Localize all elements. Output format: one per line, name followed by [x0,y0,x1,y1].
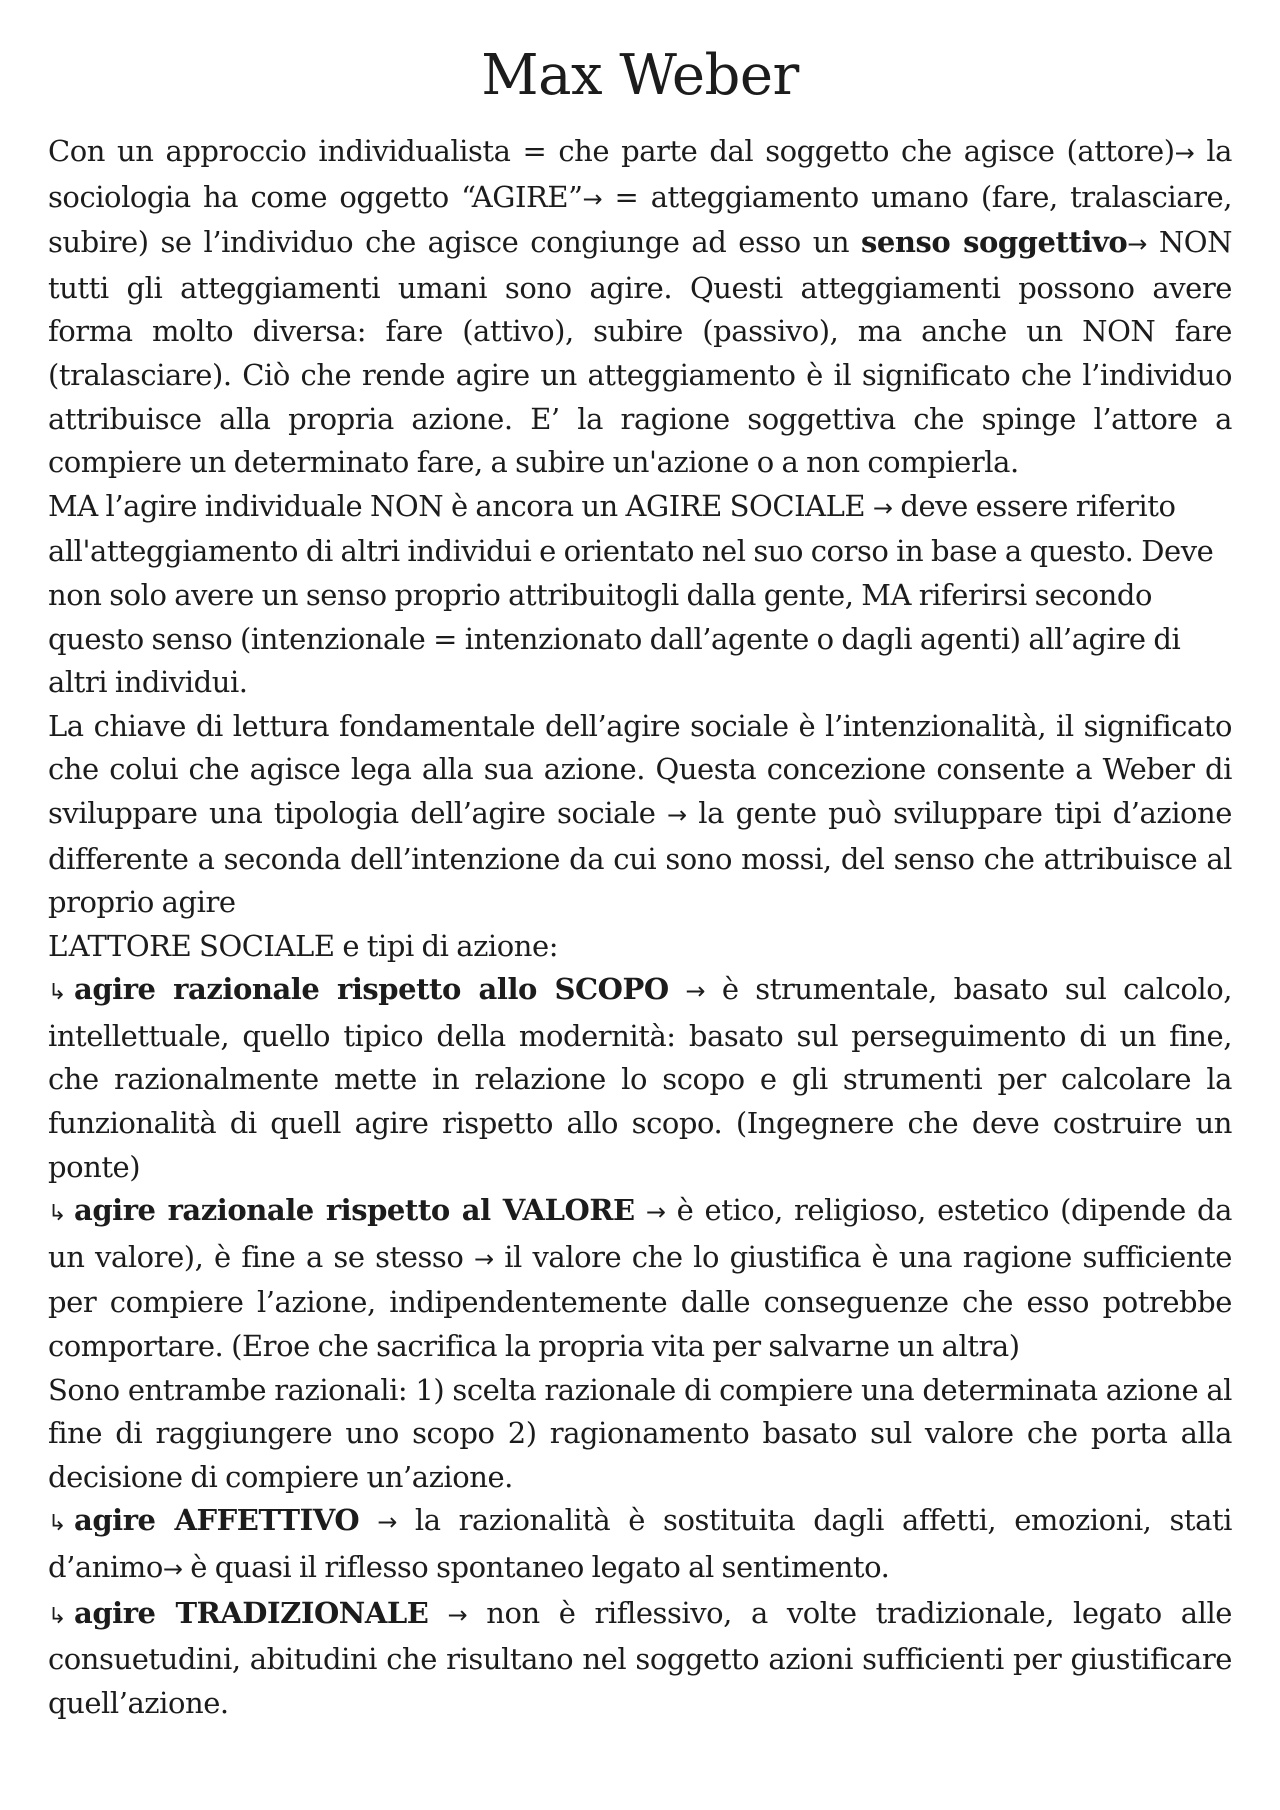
arrow-right-icon: → [1174,139,1195,167]
document-body [48,130,1232,1725]
text: la gente può sviluppare tipi d’azione differente a seconda dell’intenzione da cui sono mossi, del senso che attribuisce al proprio agire [48,795,1232,920]
arrow-right-icon: → [667,800,687,829]
bold-text: agire razionale rispetto allo SCOPO [73,972,669,1007]
bold-text: senso soggettivo [861,225,1128,260]
page-title: Max Weber [481,43,799,108]
text: La chiave di lettura fondamentale dell’agire sociale è l’intenzionalità, il significato che colui che agisce lega alla sua azione. Questa concezione consente a Weber di sviluppare una tipologia dell’agire sociale [48,708,1232,830]
list-item-scopo [48,968,1232,1189]
text: non è riflessivo, a volte tradizionale, legato alle consuetudini, abitudini che risultano nel soggetto azioni sufficienti per giustificare quell’azione. [48,1595,1232,1720]
text: è quasi il riflesso spontaneo legato al sentimento. [182,1550,890,1584]
paragraph-attore-sociale [48,925,1232,969]
text: deve essere riferito all'atteggiamento di altri individui e orientato nel suo corso in base a questo. Deve non solo avere un senso proprio attribuitogli dalla gente, MA riferirsi secondo questo senso (intenzionale = intenzionato dall’agente o dagli agenti) all’agire di altri individui. [48,488,1214,700]
arrow-right-icon: → [872,493,893,522]
arrow-right-icon: → [685,977,706,1006]
paragraph-agire-sociale [48,485,1232,705]
text: la sociologia ha come oggetto “AGIRE” [48,134,1232,214]
arrow-right-icon: → [377,1508,397,1537]
arrow-right-icon: → [162,1555,183,1583]
text: L’ATTORE SOCIALE e tipi di azione: [48,928,559,963]
text: la razionalità è sostituita dagli affetti, emozioni, stati d’animo [48,1503,1232,1584]
list-item-valore [48,1189,1232,1368]
list-item-tradizionale [48,1592,1232,1726]
text: è etico, religioso, estetico (dipende da un valore), è fine a se stesso [48,1193,1232,1274]
list-item-affettivo [48,1499,1232,1591]
bold-text: agire razionale rispetto al VALORE [73,1193,635,1228]
bold-text: agire TRADIZIONALE [73,1595,429,1630]
text: Con un approccio individualista = che parte dal soggetto che agisce (attore) [48,134,1175,168]
bold-text: agire AFFETTIVO [73,1503,360,1538]
bullet-arrow-icon: ↳ [48,1201,66,1227]
text: = atteggiamento umano (fare, tralasciare, subire) se l’individuo che agisce congiunge ad esso un [48,179,1232,260]
text: è strumentale, basato sul calcolo, intellettuale, quello tipico della modernità: basato sul perseguimento di un fine, che razionalmente mette in relazione lo scopo e gli strumenti per calcolare la funzionalità di quell agire rispetto allo scopo. (Ingegnere che deve costruire un ponte) [48,972,1232,1184]
paragraph-entrambe-razionali [48,1369,1232,1500]
bullet-arrow-icon: ↳ [48,1511,66,1537]
text: MA l’agire individuale NON è ancora un AGIRE SOCIALE [48,488,873,523]
arrow-right-icon: → [1127,230,1147,259]
bullet-arrow-icon: ↳ [48,1603,66,1629]
text: NON tutti gli atteggiamenti umani sono agire. Questi atteggiamenti possono avere forma molto diversa: fare (attivo), subire (passivo), ma anche un NON fare (tralasciare). Ciò che rende agire un atteggiamento è il significato che l’individuo attribuisce alla propria azione. E’ la ragione soggettiva che spinge l’attore a compiere un determinato fare, a subire un'azione o a non compierla. [48,225,1232,480]
arrow-right-icon: → [473,1244,494,1273]
paragraph-intenzionalita [48,705,1232,925]
bullet-arrow-icon: ↳ [48,980,66,1006]
paragraph-intro [48,130,1232,485]
text: il valore che lo giustifica è una ragione sufficiente per compiere l’azione, indipendentemente dalle conseguenze che esso potrebbe comportare. (Eroe che sacrifica la propria vita per salvarne un altra) [48,1239,1232,1364]
arrow-right-icon: → [447,1600,468,1629]
arrow-right-icon: → [582,184,603,213]
arrow-right-icon: → [645,1198,666,1227]
text: Sono entrambe razionali: 1) scelta razionale di compiere una determinata azione al fine di raggiungere uno scopo 2) ragionamento basato sul valore che porta alla decisione di compiere un’azione. [48,1372,1232,1494]
